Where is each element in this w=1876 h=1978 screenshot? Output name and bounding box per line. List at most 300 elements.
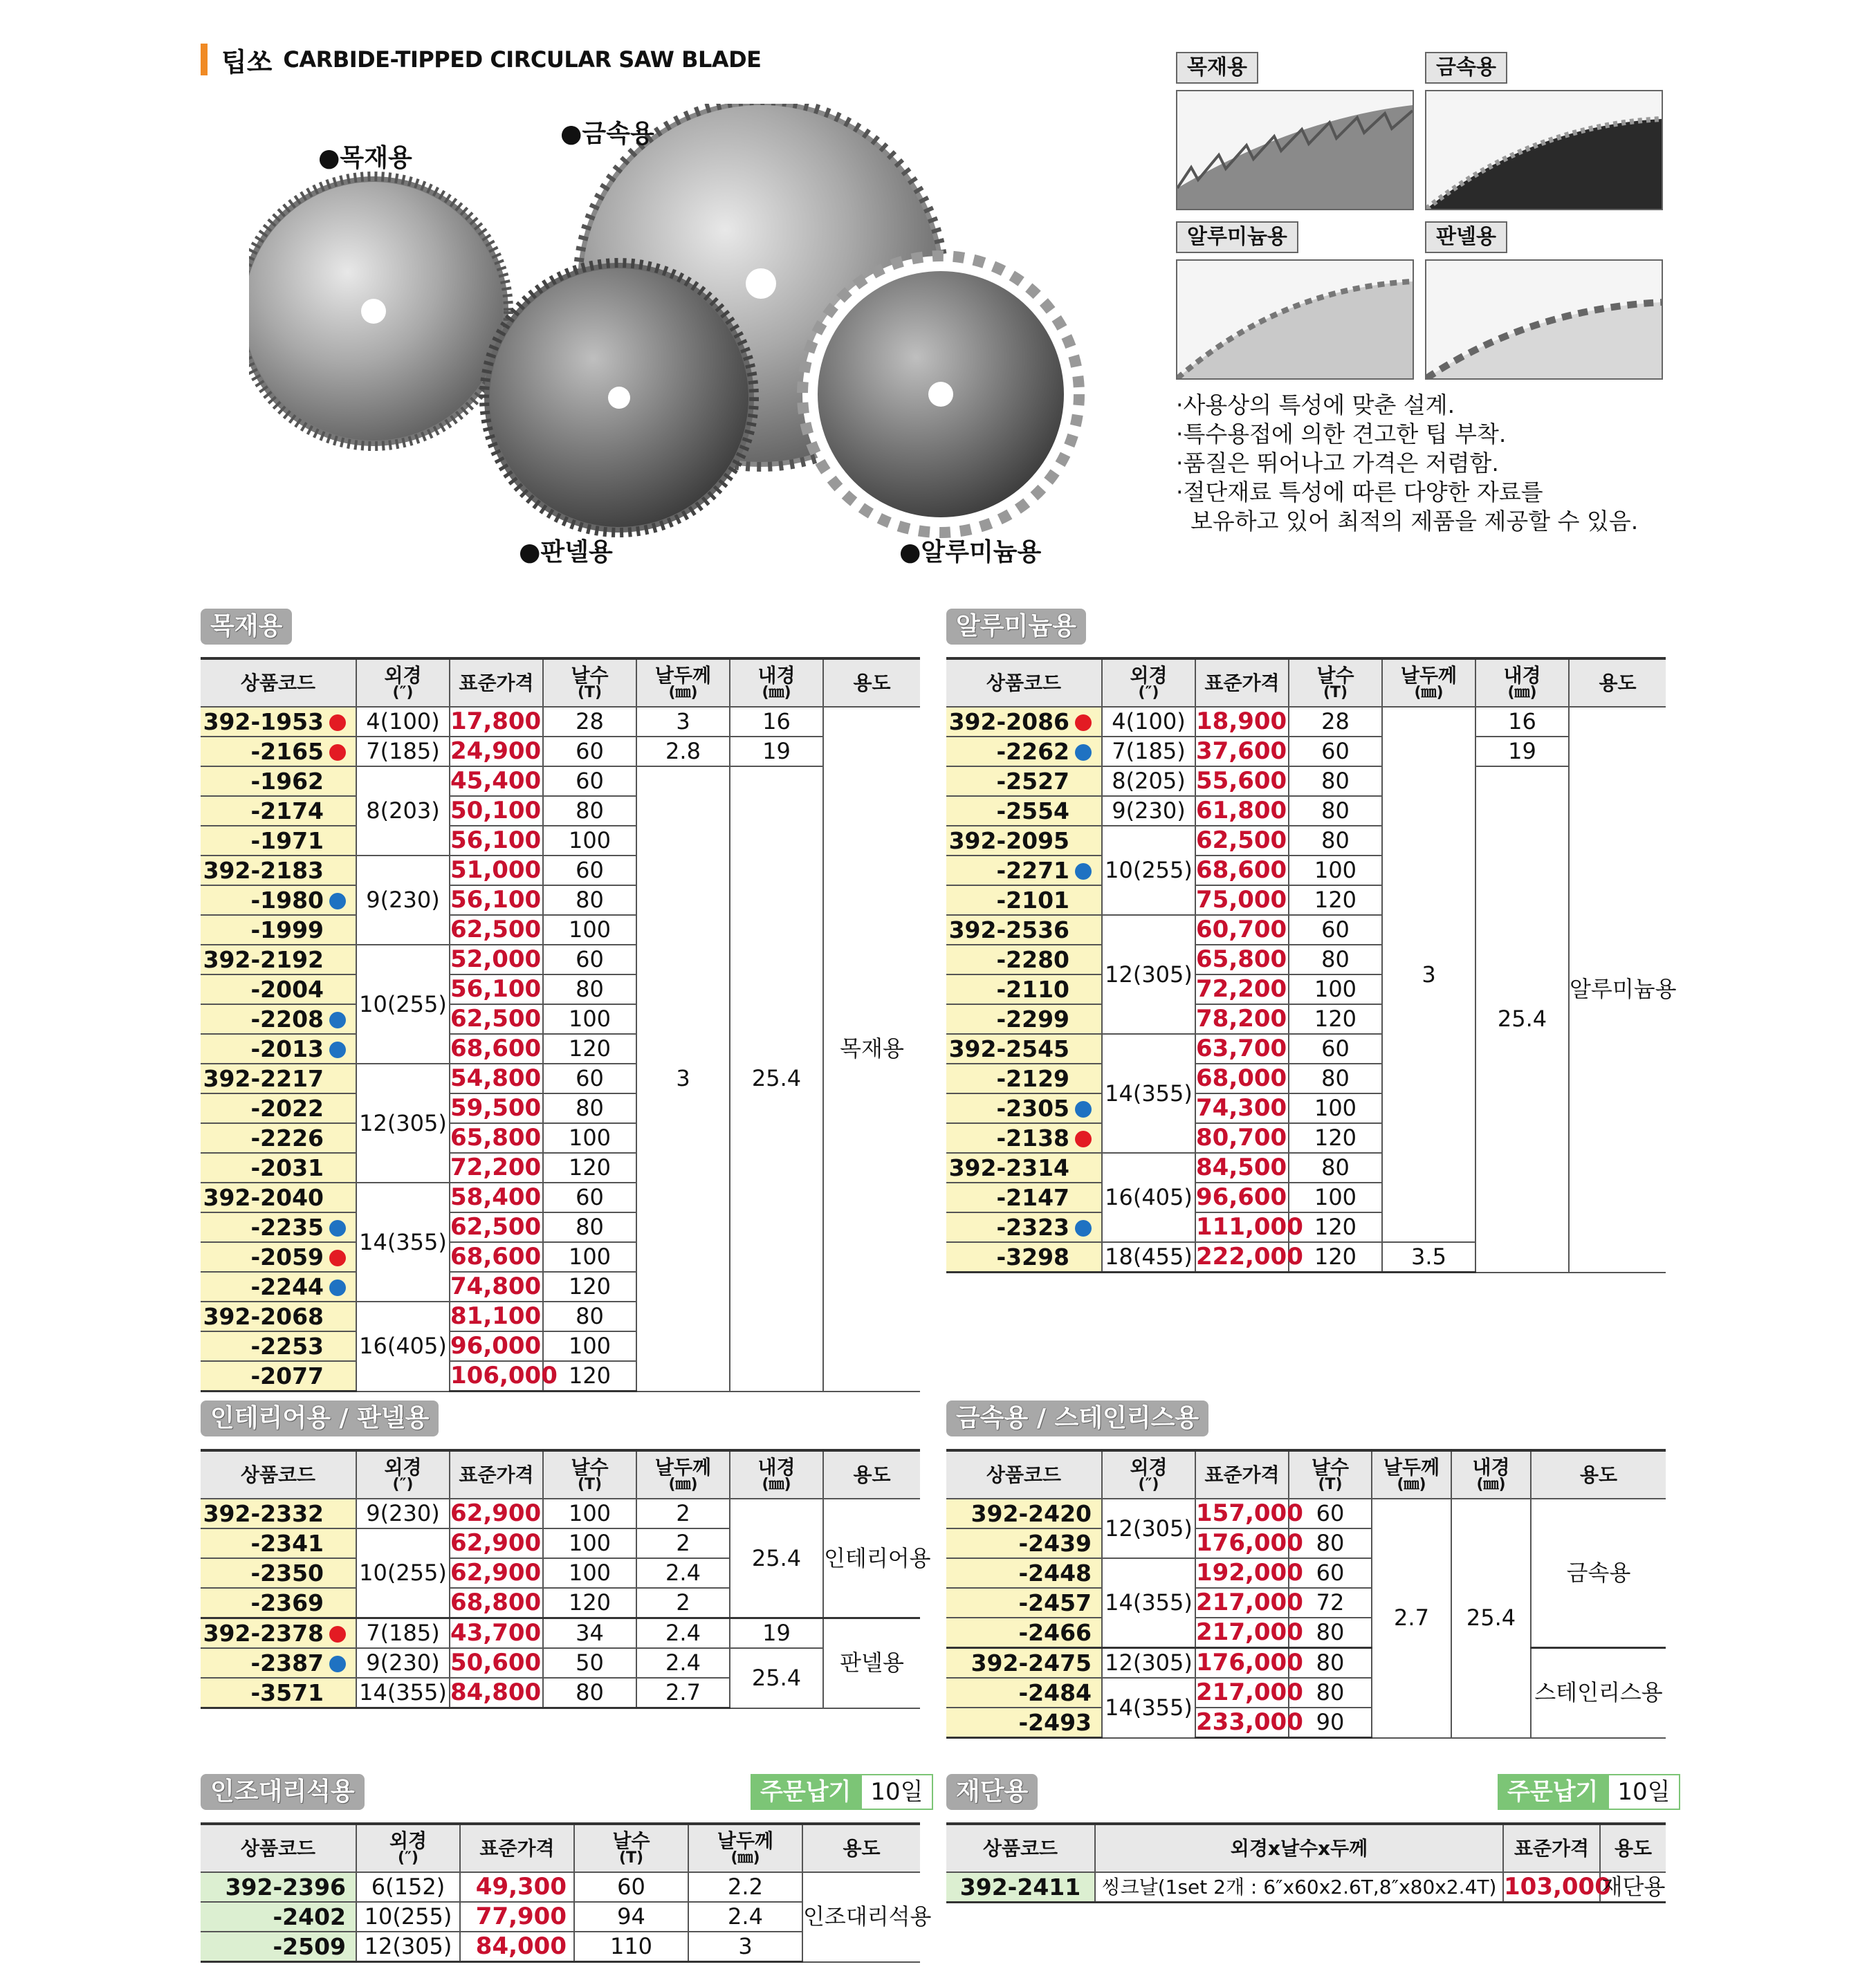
red-dot-icon	[329, 1250, 346, 1266]
product-code: -2059	[250, 1244, 324, 1270]
product-code: 392-2378	[203, 1620, 324, 1647]
bore: 19	[730, 737, 823, 766]
usage: 인조대리석용	[802, 1872, 920, 1962]
col-bore	[730, 1450, 823, 1499]
col-use: 용도	[802, 1824, 920, 1872]
product-code: 392-2183	[203, 857, 324, 884]
teeth: 100	[1289, 856, 1382, 885]
price: 65,800	[450, 1123, 543, 1153]
label-metal-blade: ●금속용	[560, 120, 654, 148]
price: 68,600	[450, 1242, 543, 1272]
blue-dot-icon	[329, 1279, 346, 1296]
price: 62,900	[450, 1499, 543, 1528]
product-code: -2305	[996, 1095, 1069, 1122]
order-lead-time	[1498, 1774, 1680, 1810]
diameter: 16(405)	[356, 1302, 450, 1392]
price: 77,900	[460, 1902, 574, 1932]
col-dia-label: 외경	[1130, 1455, 1168, 1479]
thumb-label-metal: 금속용	[1425, 52, 1507, 84]
price: 233,000	[1195, 1708, 1289, 1738]
col-price: 표준가격	[1503, 1824, 1600, 1872]
price: 176,000	[1196, 1529, 1303, 1557]
product-code: -2448	[946, 1558, 1102, 1588]
diameter: 4(100)	[356, 707, 450, 737]
col-teeth	[1289, 658, 1382, 707]
col-code: 상품코드	[201, 658, 356, 707]
usage: 판넬용	[823, 1618, 920, 1708]
teeth: 80	[1289, 1618, 1372, 1648]
price: 60,700	[1195, 915, 1289, 945]
teeth: 120	[543, 1034, 636, 1064]
product-code: 392-2086	[948, 708, 1069, 735]
price: 78,200	[1195, 1004, 1289, 1034]
teeth: 28	[1289, 707, 1382, 737]
col-dia-unit: (″)	[392, 683, 414, 701]
col-code: 상품코드	[946, 658, 1102, 707]
product-code: -2226	[250, 1125, 324, 1152]
price: 59,500	[450, 1093, 543, 1123]
blue-dot-icon	[1075, 1220, 1092, 1237]
blue-dot-icon	[1075, 744, 1092, 761]
teeth: 120	[543, 1361, 636, 1392]
price: 80,700	[1195, 1123, 1289, 1153]
col-bore	[1475, 658, 1569, 707]
cut-table	[946, 1822, 1666, 1903]
col-dia	[356, 1450, 450, 1499]
teeth: 100	[1289, 974, 1382, 1004]
col-teeth-label: 날수	[612, 1829, 650, 1852]
diameter: 14(355)	[356, 1678, 450, 1708]
col-thick-label: 날두께	[1400, 663, 1457, 687]
feature-item: ·절단재료 특성에 따른 다양한 자료를	[1176, 479, 1543, 506]
price: 157,000	[1196, 1499, 1303, 1527]
feature-item: ·품질은 뛰어나고 가격은 저렴함.	[1176, 450, 1499, 477]
price: 74,300	[1195, 1093, 1289, 1123]
diameter: 7(185)	[356, 1618, 450, 1649]
col-use: 용도	[823, 658, 920, 707]
product-code: -2077	[250, 1362, 324, 1389]
teeth: 80	[1289, 826, 1382, 856]
product-code: -2402	[201, 1902, 356, 1932]
teeth: 120	[1289, 1242, 1382, 1273]
usage: 재단용	[1600, 1872, 1666, 1903]
product-code: 392-2217	[203, 1065, 324, 1092]
teeth: 100	[543, 1123, 636, 1153]
product-code: -2110	[996, 976, 1069, 1003]
price: 58,400	[450, 1183, 543, 1212]
price: 96,000	[450, 1331, 543, 1361]
thumb-metal-image	[1425, 90, 1663, 210]
diameter: 10(255)	[356, 1902, 460, 1932]
teeth: 60	[1289, 1558, 1372, 1588]
teeth: 60	[543, 856, 636, 885]
col-spec: 외경x날수x두께	[1095, 1824, 1503, 1872]
thickness: 3	[636, 707, 730, 737]
teeth: 60	[1289, 915, 1382, 945]
blue-dot-icon	[329, 1656, 346, 1672]
bore: 25.4	[1475, 766, 1569, 1273]
col-use: 용도	[1531, 1450, 1666, 1499]
col-teeth	[543, 658, 636, 707]
diameter: 12(305)	[1102, 915, 1195, 1034]
price: 68,800	[450, 1588, 543, 1618]
price: 43,700	[450, 1618, 543, 1649]
diameter: 12(305)	[356, 1932, 460, 1962]
teeth: 80	[1289, 1064, 1382, 1093]
teeth: 80	[543, 1093, 636, 1123]
col-thick	[1372, 1450, 1451, 1499]
thickness: 2	[636, 1528, 730, 1558]
col-dia	[356, 658, 450, 707]
product-code: -2208	[250, 1006, 324, 1033]
product-code: -2323	[996, 1214, 1069, 1241]
col-thick-unit: (㎜)	[1397, 1475, 1426, 1493]
col-price: 표준가격	[450, 1450, 543, 1499]
col-thick	[688, 1824, 802, 1872]
label-wood-blade: ●목재용	[318, 144, 412, 172]
col-dia-unit: (″)	[392, 1475, 414, 1493]
price: 56,100	[450, 885, 543, 915]
teeth: 80	[543, 796, 636, 826]
teeth: 100	[543, 915, 636, 945]
price: 62,500	[1195, 826, 1289, 856]
teeth: 120	[1289, 1212, 1382, 1242]
blade-thumbnails	[1176, 52, 1674, 384]
price: 55,600	[1195, 766, 1289, 796]
col-code: 상품코드	[946, 1824, 1095, 1872]
product-code: -2235	[250, 1214, 324, 1241]
bore: 25.4	[1451, 1499, 1531, 1738]
col-thick-label: 날두께	[654, 663, 712, 687]
product-code: -2387	[250, 1649, 324, 1676]
order-days: 10일	[1608, 1774, 1680, 1810]
bore: 19	[1475, 737, 1569, 766]
title-korean: 팁쏘	[221, 46, 273, 77]
price: 217,000	[1196, 1589, 1303, 1616]
product-code: 392-2411	[946, 1872, 1095, 1903]
col-dia-label: 외경	[384, 1455, 422, 1479]
col-teeth-unit: (T)	[577, 683, 603, 701]
order-label: 주문납기	[1498, 1774, 1608, 1810]
col-code: 상품코드	[201, 1450, 356, 1499]
section-header-interior: 인테리어용 / 판넬용	[201, 1401, 439, 1436]
price: 56,100	[450, 826, 543, 856]
col-bore-unit: (㎜)	[1476, 1475, 1506, 1493]
table-row	[201, 707, 920, 737]
price: 72,200	[1195, 974, 1289, 1004]
col-bore-unit: (㎜)	[762, 1475, 791, 1493]
diameter: 14(355)	[1102, 1678, 1195, 1738]
price: 68,000	[1195, 1064, 1289, 1093]
diameter: 9(230)	[356, 1499, 450, 1528]
price: 176,000	[1196, 1649, 1303, 1676]
product-code: -2509	[201, 1932, 356, 1962]
col-teeth	[543, 1450, 636, 1499]
blue-dot-icon	[1075, 1101, 1092, 1118]
col-dia	[1102, 1450, 1195, 1499]
table-row	[201, 766, 920, 796]
usage: 목재용	[823, 707, 920, 1392]
price: 222,000	[1195, 1242, 1289, 1273]
col-bore	[730, 658, 823, 707]
thickness: 3	[636, 766, 730, 1392]
teeth: 100	[1289, 1183, 1382, 1212]
product-code: -1962	[250, 768, 324, 795]
order-lead-time	[751, 1774, 933, 1810]
teeth: 60	[543, 1064, 636, 1093]
product-code: 392-2420	[946, 1499, 1102, 1528]
col-dia-unit: (″)	[1138, 683, 1159, 701]
teeth: 60	[543, 945, 636, 974]
col-bore-label: 내경	[757, 663, 796, 687]
teeth: 120	[1289, 1123, 1382, 1153]
table-row	[946, 1648, 1666, 1679]
thickness: 3.5	[1382, 1242, 1475, 1273]
price: 106,000	[450, 1361, 543, 1392]
teeth: 80	[1289, 1678, 1372, 1708]
table-row	[201, 1648, 920, 1678]
product-code: -2004	[250, 976, 324, 1003]
col-teeth-unit: (T)	[1323, 683, 1348, 701]
col-price: 표준가격	[1195, 1450, 1289, 1499]
price: 72,200	[450, 1153, 543, 1183]
title-accent-bar	[201, 44, 208, 75]
red-dot-icon	[1075, 714, 1092, 731]
bore: 16	[730, 707, 823, 737]
interior-table	[201, 1449, 931, 1709]
product-code: -2138	[996, 1125, 1069, 1152]
product-code: -2174	[250, 797, 324, 824]
diameter: 12(305)	[1102, 1648, 1195, 1679]
price: 74,800	[450, 1272, 543, 1302]
usage: 스테인리스용	[1531, 1648, 1666, 1738]
order-label: 주문납기	[751, 1774, 861, 1810]
teeth: 60	[574, 1872, 688, 1902]
col-teeth-unit: (T)	[618, 1849, 644, 1867]
product-code: -3571	[250, 1679, 324, 1706]
order-days: 10일	[861, 1774, 932, 1810]
product-code: -2554	[996, 797, 1069, 824]
thickness: 2.7	[636, 1678, 730, 1708]
teeth: 110	[574, 1932, 688, 1962]
teeth: 34	[543, 1618, 636, 1649]
col-price: 표준가격	[460, 1824, 574, 1872]
price: 37,600	[1195, 737, 1289, 766]
blue-dot-icon	[1075, 863, 1092, 880]
col-thick-label: 날두께	[717, 1829, 774, 1852]
table-row	[946, 707, 1666, 737]
product-code: -2369	[250, 1589, 324, 1616]
col-thick-label: 날두께	[654, 1455, 712, 1479]
col-bore-label: 내경	[757, 1455, 796, 1479]
product-code: 392-2332	[203, 1500, 324, 1527]
red-dot-icon	[329, 714, 346, 731]
product-code: -2262	[996, 738, 1069, 765]
teeth: 120	[1289, 1004, 1382, 1034]
thickness: 2.4	[636, 1618, 730, 1649]
thumb-label-wood: 목재용	[1176, 52, 1258, 84]
col-price: 표준가격	[450, 658, 543, 707]
usage: 금속용	[1531, 1499, 1666, 1648]
table-row	[946, 1499, 1666, 1528]
product-code: 392-2095	[948, 827, 1069, 854]
price: 84,800	[450, 1678, 543, 1708]
blade-photo-group	[249, 104, 1114, 588]
price: 84,500	[1195, 1153, 1289, 1183]
thickness: 2.2	[688, 1872, 802, 1902]
feature-item: ·특수용접에 의한 견고한 팁 부착.	[1176, 420, 1507, 447]
teeth: 94	[574, 1902, 688, 1932]
price: 62,900	[450, 1528, 543, 1558]
col-dia-label: 외경	[1130, 663, 1168, 687]
product-code: -2253	[250, 1333, 324, 1360]
product-code: -2280	[996, 946, 1069, 973]
col-use: 용도	[823, 1450, 920, 1499]
price: 62,500	[450, 1004, 543, 1034]
price: 217,000	[1195, 1618, 1289, 1648]
teeth: 100	[543, 1558, 636, 1588]
teeth: 80	[543, 885, 636, 915]
diameter: 12(305)	[1102, 1499, 1195, 1558]
diameter: 14(355)	[1102, 1558, 1195, 1648]
col-thick-unit: (㎜)	[668, 683, 698, 701]
section-header-alu: 알루미늄용	[946, 609, 1086, 645]
diameter: 4(100)	[1102, 707, 1195, 737]
diameter: 7(185)	[356, 737, 450, 766]
price: 49,300	[460, 1872, 574, 1902]
bore: 25.4	[730, 766, 823, 1392]
col-teeth	[574, 1824, 688, 1872]
col-teeth-label: 날수	[571, 1455, 609, 1479]
price: 61,800	[1195, 796, 1289, 826]
col-thick	[1382, 658, 1475, 707]
thickness: 2.4	[636, 1648, 730, 1678]
product-code: -2341	[250, 1530, 324, 1557]
teeth: 80	[1289, 766, 1382, 796]
bore: 25.4	[730, 1648, 823, 1708]
col-dia-label: 외경	[389, 1829, 427, 1852]
col-price: 표준가격	[1195, 658, 1289, 707]
col-bore	[1451, 1450, 1531, 1499]
page-title	[201, 41, 762, 77]
section-header-metal: 금속용 / 스테인리스용	[946, 1401, 1208, 1436]
col-teeth-label: 날수	[571, 663, 609, 687]
thumb-label-alu: 알루미늄용	[1176, 221, 1298, 253]
col-code: 상품코드	[201, 1824, 356, 1872]
teeth: 28	[543, 707, 636, 737]
teeth: 80	[1289, 1528, 1372, 1558]
saw-blades-illustration	[249, 104, 1114, 588]
price: 81,100	[450, 1302, 543, 1331]
product-code: -2439	[946, 1528, 1102, 1558]
product-code: -1999	[250, 916, 324, 943]
label-panel-blade: ●판넬용	[519, 538, 613, 566]
product-code: 392-2545	[948, 1035, 1069, 1062]
price: 68,600	[450, 1034, 543, 1064]
product-code: -1971	[250, 827, 324, 854]
col-dia-label: 외경	[384, 663, 422, 687]
diameter: 12(305)	[356, 1064, 450, 1183]
col-thick	[636, 1450, 730, 1499]
teeth: 80	[1289, 1648, 1372, 1679]
product-code: -2299	[996, 1006, 1069, 1033]
red-dot-icon	[329, 744, 346, 761]
section-header-marble: 인조대리석용	[201, 1774, 365, 1810]
teeth: 100	[543, 1499, 636, 1528]
thickness: 2.4	[688, 1902, 802, 1932]
col-teeth-unit: (T)	[1318, 1475, 1343, 1493]
table-row	[201, 1618, 920, 1649]
usage: 알루미늄용	[1569, 707, 1666, 1273]
col-bore-unit: (㎜)	[762, 683, 791, 701]
col-thick-label: 날두께	[1383, 1455, 1440, 1479]
product-code: 392-2314	[948, 1154, 1069, 1181]
teeth: 60	[543, 737, 636, 766]
thickness: 2.4	[636, 1558, 730, 1588]
col-dia	[1102, 658, 1195, 707]
thumb-label-panel: 판넬용	[1425, 221, 1507, 253]
price: 96,600	[1195, 1183, 1289, 1212]
usage: 인테리어용	[823, 1499, 920, 1618]
price: 65,800	[1195, 945, 1289, 974]
price: 84,000	[460, 1932, 574, 1962]
feature-list	[1176, 391, 1638, 536]
price: 52,000	[450, 945, 543, 974]
price: 50,100	[450, 796, 543, 826]
col-teeth	[1289, 1450, 1372, 1499]
product-code: -2129	[996, 1065, 1069, 1092]
teeth: 50	[543, 1648, 636, 1678]
bore: 25.4	[730, 1499, 823, 1618]
table-row	[946, 737, 1666, 766]
diameter: 16(405)	[1102, 1153, 1195, 1242]
price: 50,600	[450, 1648, 543, 1678]
product-code: 392-2068	[203, 1303, 324, 1330]
price: 103,000	[1503, 1872, 1600, 1903]
product-code: -2493	[946, 1708, 1102, 1738]
teeth: 100	[1289, 1093, 1382, 1123]
product-code: -2457	[946, 1588, 1102, 1618]
table-row	[946, 766, 1666, 796]
thickness: 2	[636, 1588, 730, 1618]
teeth: 60	[1289, 737, 1382, 766]
col-bore-label: 내경	[1472, 1455, 1510, 1479]
product-code: -2350	[250, 1560, 324, 1587]
alu-table	[946, 657, 1677, 1273]
section-header-cut: 재단용	[946, 1774, 1038, 1810]
col-teeth-unit: (T)	[577, 1475, 603, 1493]
price: 62,500	[450, 1212, 543, 1242]
diameter: 8(205)	[1102, 766, 1195, 796]
diameter: 7(185)	[1102, 737, 1195, 766]
product-code: -2147	[996, 1184, 1069, 1211]
teeth: 60	[1289, 1499, 1372, 1528]
thumb-panel-image	[1425, 259, 1663, 380]
price: 111,000	[1196, 1213, 1303, 1241]
col-dia	[356, 1824, 460, 1872]
teeth: 80	[1289, 945, 1382, 974]
teeth: 120	[543, 1588, 636, 1618]
title-english: CARBIDE-TIPPED CIRCULAR SAW BLADE	[283, 46, 762, 73]
teeth: 120	[543, 1153, 636, 1183]
bore: 19	[730, 1618, 823, 1649]
product-code: 392-1953	[203, 708, 324, 735]
table-row	[201, 737, 920, 766]
product-code: 392-2396	[201, 1872, 356, 1902]
diameter: 14(355)	[356, 1183, 450, 1302]
product-code: 392-2192	[203, 946, 324, 973]
teeth: 120	[543, 1272, 636, 1302]
